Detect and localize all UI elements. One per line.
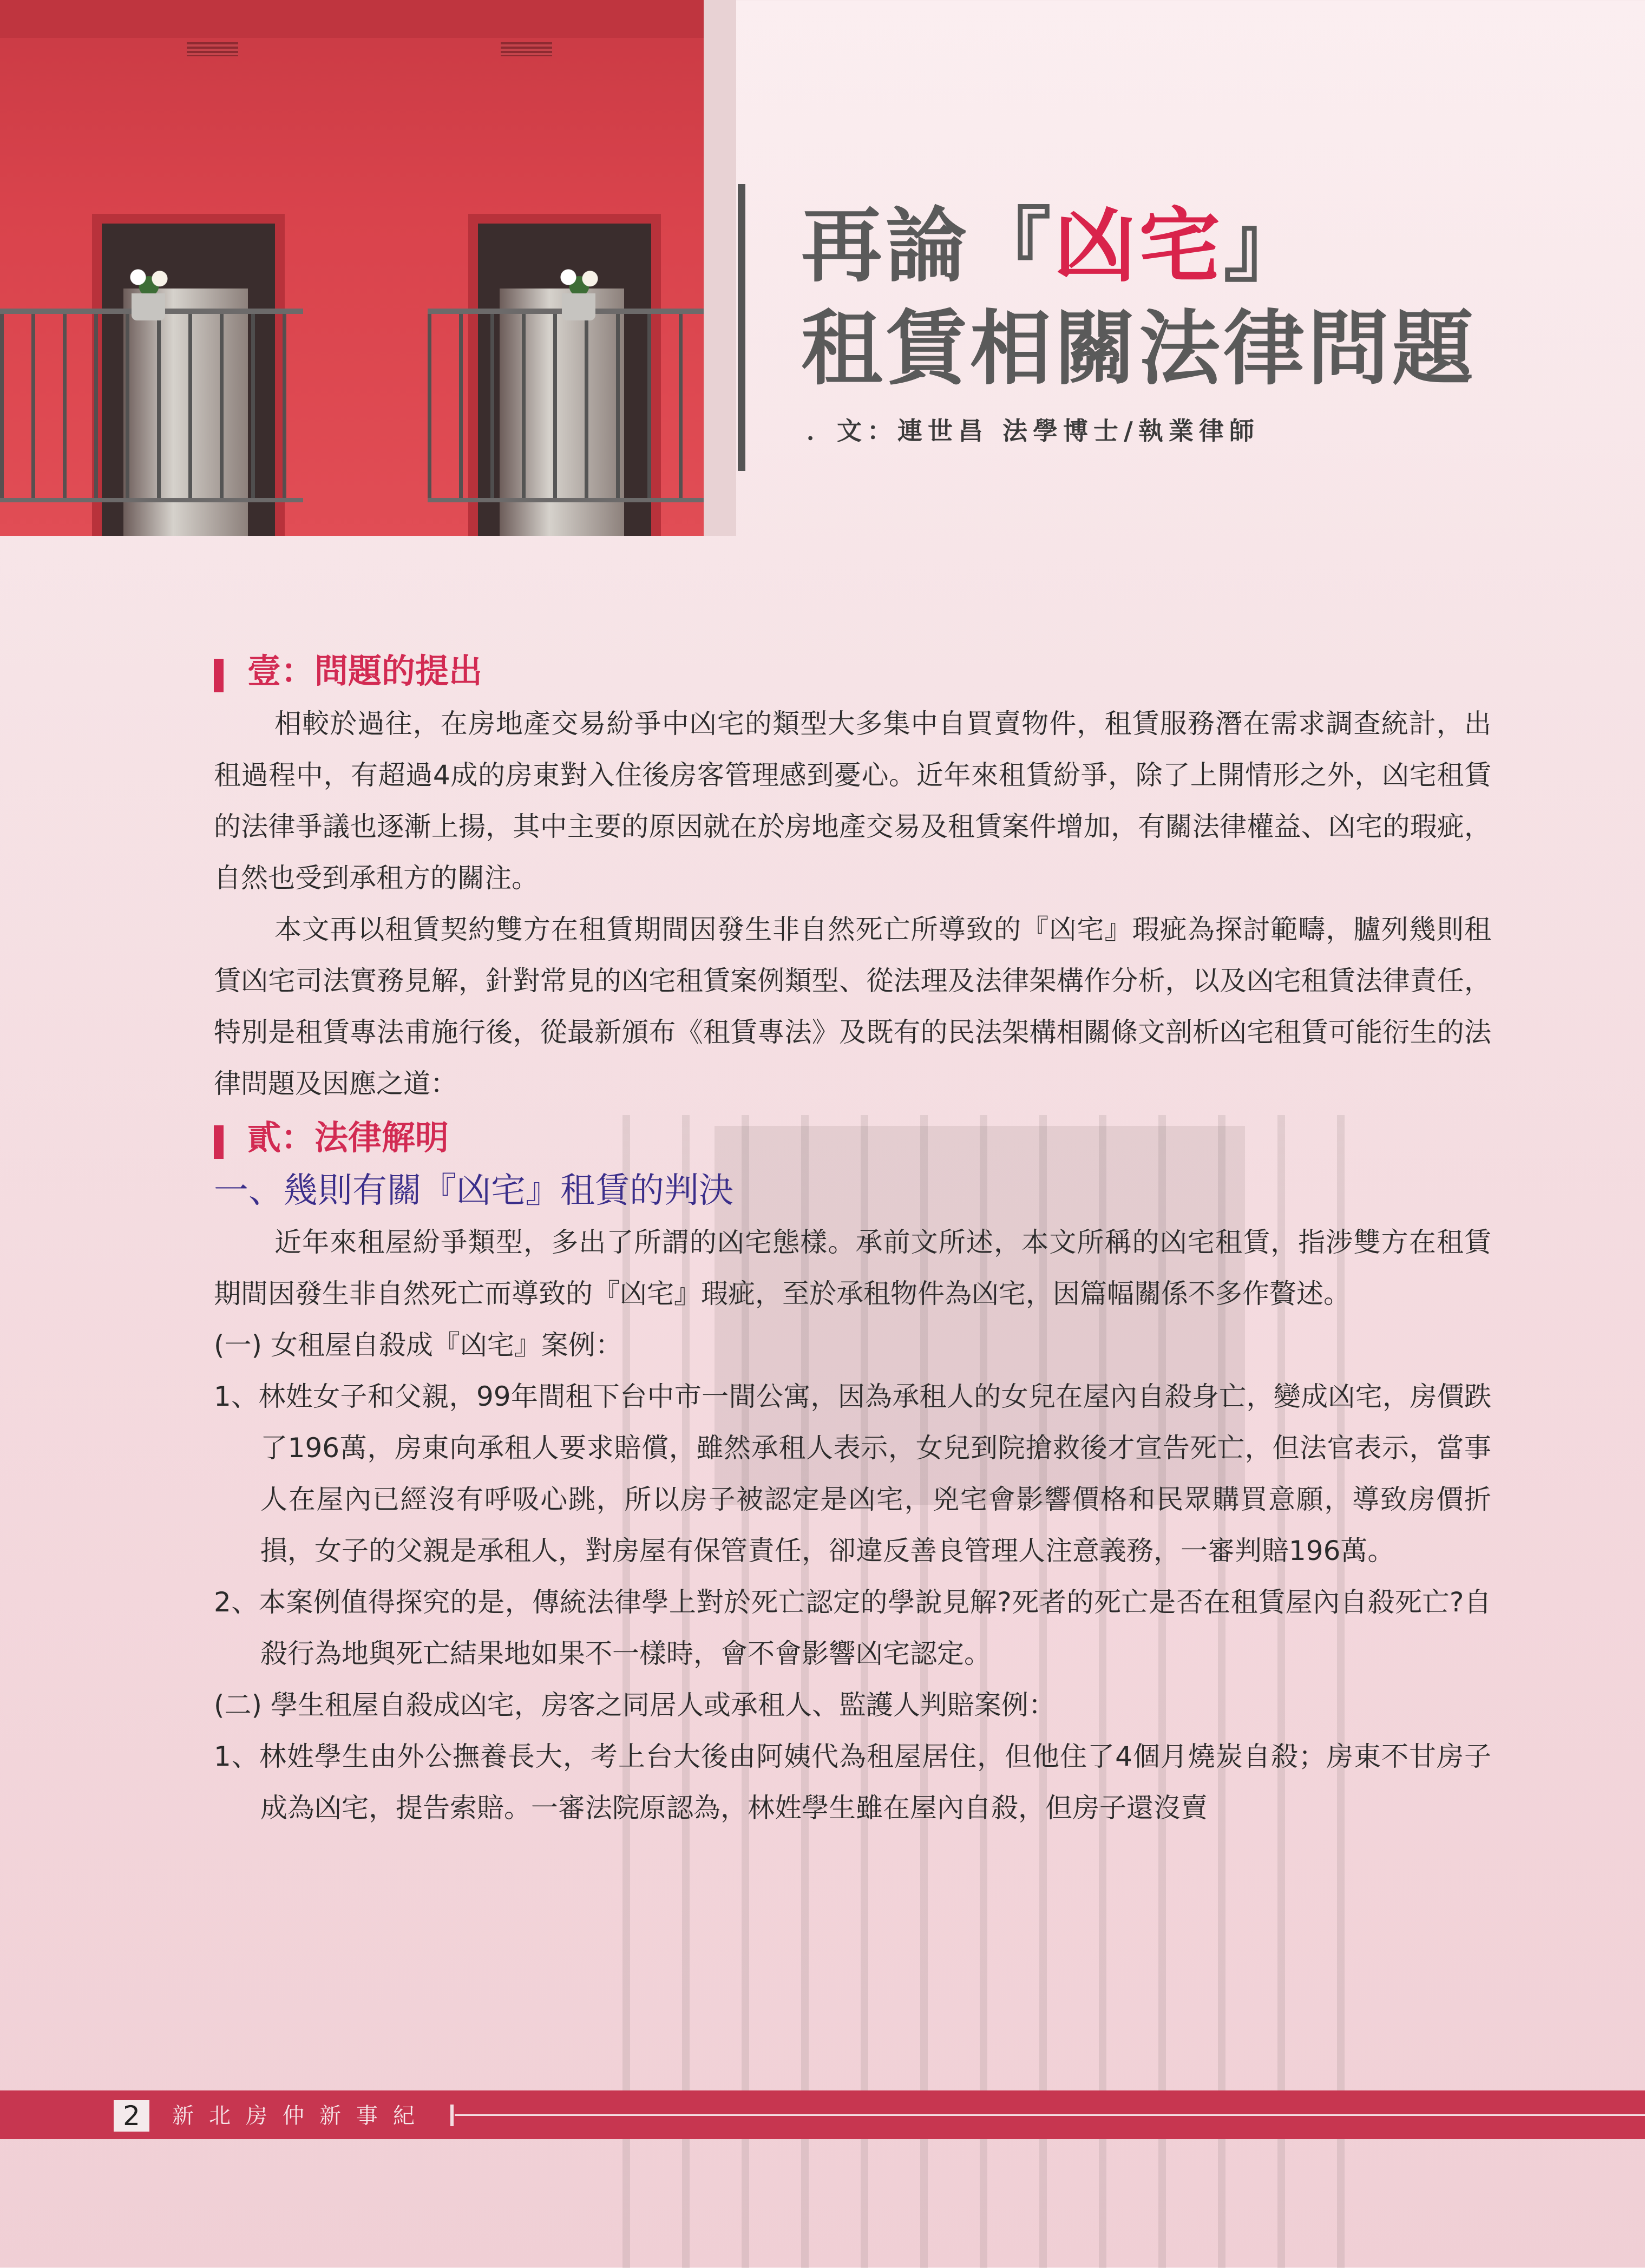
article-title bbox=[801, 195, 1477, 401]
title-suffix: 』 bbox=[1223, 199, 1308, 293]
title-prefix: 再論『 bbox=[801, 199, 1055, 293]
title-accent-bar bbox=[738, 184, 745, 471]
list-item: 1、林姓學生由外公撫養長大，考上台大後由阿姨代為租屋居住，但他住了4個月燒炭自殺；房東不甘房子成為凶宅，提告索賠。一審法院原認為，林姓學生雖在屋內自殺，但房子還沒賣 bbox=[214, 1741, 1491, 1824]
footer-rule bbox=[455, 2114, 1645, 2116]
balcony-railing-right bbox=[428, 309, 736, 502]
list-item: 1、林姓女子和父親，99年間租下台中市一間公寓，因為承租人的女兒在屋內自殺身亡，變成凶宅，房價跌了196萬，房東向承租人要求賠償，雖然承租人表示，女兒到院搶救後才宣告死亡，但法官表示，當事人在屋內已經沒有呼吸心跳，所以房子被認定是凶宅，兇宅會影響價格和民眾購買意願，導致房價折損，女子的父親是承租人，對房屋有保管責任，卻違反善良管理人注意義務，一審判賠196萬。 bbox=[214, 1381, 1491, 1566]
flowerpot-right bbox=[562, 293, 595, 320]
title-line-1 bbox=[801, 195, 1477, 298]
subheading-1: 一、幾則有關『凶宅』租賃的判決 bbox=[214, 1171, 733, 1211]
section-heading-1: 壹：問題的提出 bbox=[214, 644, 1491, 698]
magazine-name: 新北房仲新事紀 bbox=[172, 2103, 430, 2128]
title-line-2: 租賃相關法律問題 bbox=[801, 302, 1477, 396]
hero-photo bbox=[0, 0, 736, 536]
title-highlight: 凶宅 bbox=[1054, 199, 1224, 293]
building-cornice bbox=[0, 0, 736, 38]
vent-right bbox=[501, 42, 552, 56]
case-title-1: (一) 女租屋自殺成『凶宅』案例： bbox=[214, 1329, 622, 1361]
section-heading-2: 貳：法律解明 bbox=[214, 1111, 1491, 1165]
paragraph-1: 相較於過往，在房地產交易紛爭中凶宅的類型大多集中自買賣物件，租賃服務潛在需求調查統計，出租過程中，有超過4成的房東對入住後房客管理感到憂心。近年來租賃紛爭，除了上開情形之外，凶宅租賃的法律爭議也逐漸上揚，其中主要的原因就在於房地產交易及租賃案件增加，有關法律權益、凶宅的瑕疵，自然也受到承租方的關注。 bbox=[214, 708, 1491, 894]
article-body bbox=[214, 644, 1491, 1834]
flower-right bbox=[552, 265, 606, 295]
flower-left bbox=[122, 265, 176, 295]
flowerpot-left bbox=[132, 293, 165, 320]
paragraph-3: 近年來租屋紛爭類型，多出了所謂的凶宅態樣。承前文所述，本文所稱的凶宅租賃，指涉雙方在租賃期間因發生非自然死亡而導致的『凶宅』瑕疵，至於承租物件為凶宅，因篇幅關係不多作贅述。 bbox=[214, 1227, 1491, 1309]
sky-strip bbox=[704, 0, 736, 536]
case-title-2: (二) 學生租屋自殺成凶宅，房客之同居人或承租人、監護人判賠案例： bbox=[214, 1689, 1056, 1721]
page-footer bbox=[0, 2090, 1645, 2139]
paragraph-2: 本文再以租賃契約雙方在租賃期間因發生非自然死亡所導致的『凶宅』瑕疵為探討範疇，臚列幾則租賃凶宅司法實務見解，針對常見的凶宅租賃案例類型、從法理及法律架構作分析，以及凶宅租賃法律責任，特別是租賃專法甫施行後，從最新頒布《租賃專法》及既有的民法架構相關條文剖析凶宅租賃可能衍生的法律問題及因應之道： bbox=[214, 914, 1491, 1099]
balcony-railing-left bbox=[0, 309, 303, 502]
vent-left bbox=[187, 42, 238, 56]
page-number: 2 bbox=[114, 2100, 149, 2132]
list-item: 2、本案例值得探究的是，傳統法律學上對於死亡認定的學說見解?死者的死亡是否在租賃屋內自殺死亡?自殺行為地與死亡結果地如果不一樣時，會不會影響凶宅認定。 bbox=[214, 1587, 1491, 1669]
footer-tick bbox=[450, 2105, 454, 2126]
author-byline: ．文：連世昌 法學博士/執業律師 bbox=[807, 416, 1260, 445]
